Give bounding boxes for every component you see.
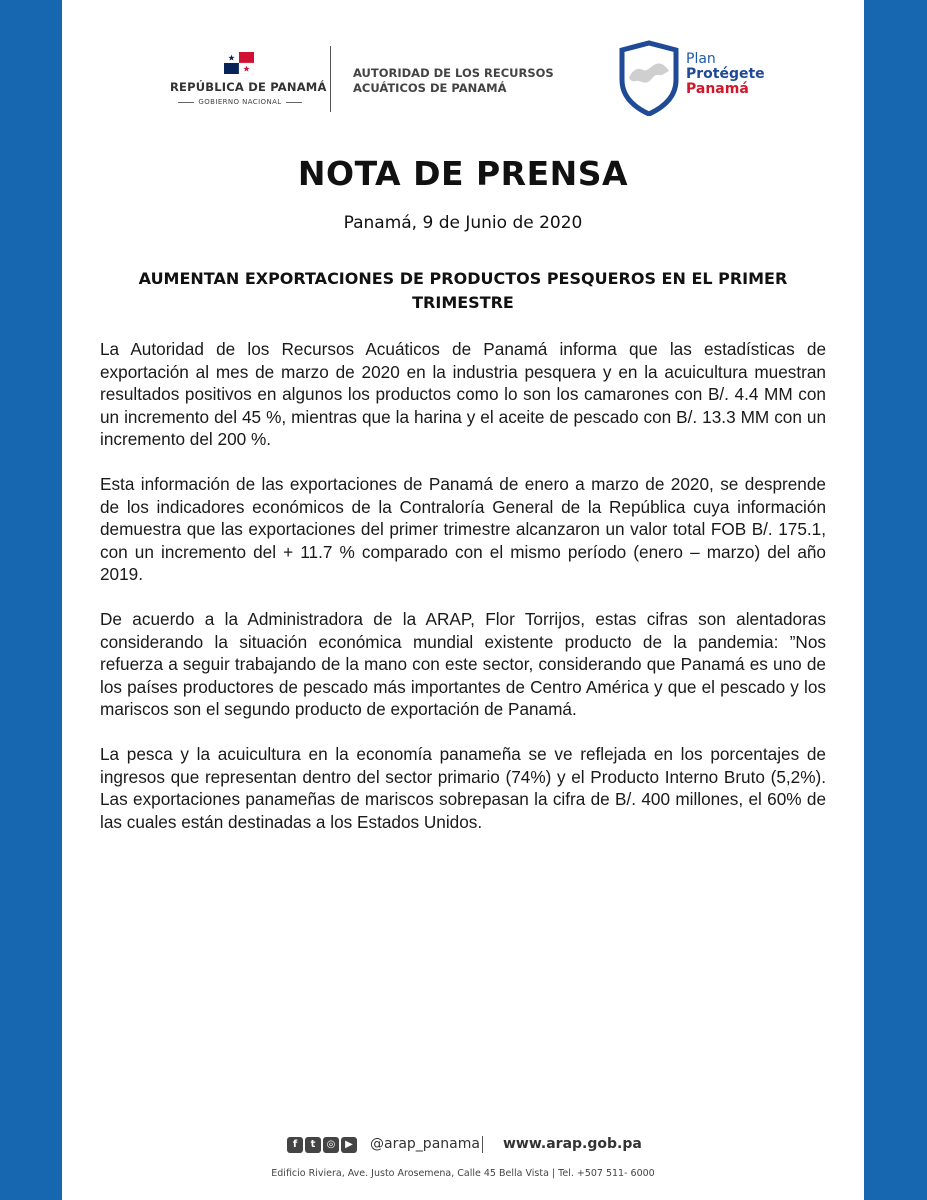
social-handle[interactable]: @arap_panama bbox=[370, 1136, 480, 1152]
press-release-page bbox=[62, 0, 864, 1200]
plan-protegete-shield-icon bbox=[618, 40, 680, 116]
instagram-icon[interactable]: ◎ bbox=[323, 1137, 339, 1153]
social-icons bbox=[287, 1136, 357, 1154]
facebook-icon[interactable]: f bbox=[287, 1137, 303, 1153]
header-divider bbox=[330, 46, 331, 112]
headline: AUMENTAN EXPORTACIONES DE PRODUCTOS PESQUEROS EN EL PRIMER TRIMESTRE bbox=[138, 269, 788, 312]
authority-name bbox=[353, 66, 593, 96]
plan-word: Plan bbox=[686, 51, 716, 67]
twitter-icon[interactable]: t bbox=[305, 1137, 321, 1153]
website-link[interactable]: www.arap.gob.pa bbox=[503, 1136, 642, 1152]
paragraph: De acuerdo a la Administradora de la ARAP, Flor Torrijos, estas cifras son alentadoras considerando la situación económica mundial existente producto de la pandemia: ”Nos refuerza a seguir trabajando de la mano con este sector, considerando que Panamá es uno de los países productores de pescado más importantes de Centro América y que el pescado y los mariscos son el segundo producto de exportación de Panamá. bbox=[100, 608, 826, 720]
document-title: NOTA DE PRENSA bbox=[297, 154, 629, 193]
authority-line-1: AUTORIDAD DE LOS RECURSOS bbox=[353, 66, 554, 80]
plan-name-2: Panamá bbox=[686, 81, 749, 97]
youtube-icon[interactable]: ▶ bbox=[341, 1137, 357, 1153]
divider-line-left bbox=[178, 102, 194, 103]
paragraph: Esta información de las exportaciones de Panamá de enero a marzo de 2020, se desprende de los indicadores económicos de la Contraloría General de la República cuya información demuestra que las exportaciones del primer trimestre alcanzaron un valor total FOB B/. 175.1, con un incremento del + 11.7 % comparado con el mismo período (enero – marzo) del año 2019. bbox=[100, 473, 826, 585]
authority-line-2: ACUÁTICOS DE PANAMÁ bbox=[353, 81, 507, 95]
panama-flag-icon bbox=[224, 52, 254, 74]
footer-divider bbox=[482, 1136, 483, 1153]
document-date: Panamá, 9 de Junio de 2020 bbox=[343, 213, 583, 233]
plan-name-1: Protégete bbox=[686, 66, 765, 82]
plan-protegete-text bbox=[686, 52, 806, 97]
paragraph: La Autoridad de los Recursos Acuáticos de Panamá informa que las estadísticas de exportación al mes de marzo de 2020 en la industria pesquera y en la acuicultura muestran resultados positivos en algunos los productos como lo son los camarones con B/. 4.4 MM con un incremento del 45 %, mientras que la harina y el aceite de pescado con B/. 13.3 MM con un incremento del 200 %. bbox=[100, 339, 826, 450]
footer-address: Edificio Riviera, Ave. Justo Arosemena, Calle 45 Bella Vista | Tel. +507 511- 6000 bbox=[271, 1168, 655, 1179]
republic-title: REPÚBLICA DE PANAMÁ bbox=[170, 80, 327, 94]
divider-line-right bbox=[286, 102, 302, 103]
article-body bbox=[100, 338, 826, 855]
government-label: GOBIERNO NACIONAL bbox=[198, 98, 282, 106]
government-label-row bbox=[170, 96, 310, 108]
paragraph: La pesca y la acuicultura en la economía panameña se ve reflejada en los porcentajes de ingresos que representan dentro del sector primario (74%) y el Producto Interno Bruto (5,2%). Las exportaciones panameñas de mariscos sobrepasan la cifra de B/. 400 millones, el 60% de las cuales están destinadas a los Estados Unidos. bbox=[100, 743, 826, 832]
letterhead bbox=[62, 0, 864, 150]
